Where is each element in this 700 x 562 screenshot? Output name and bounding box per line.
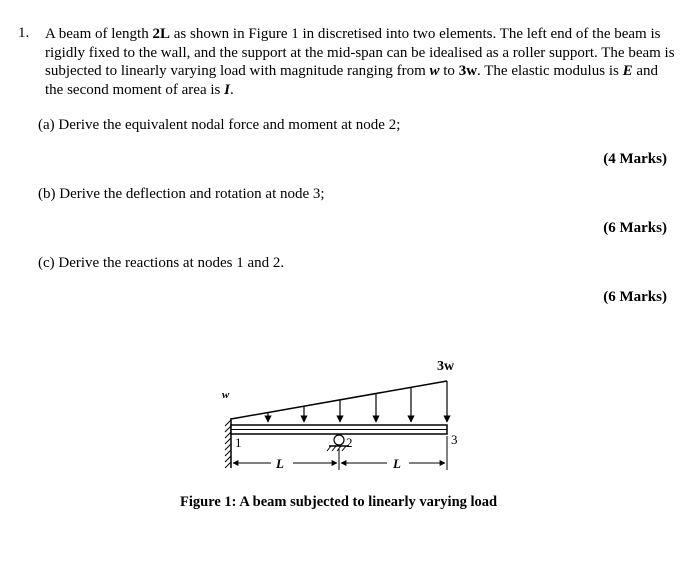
part-b-text: (b) Derive the deflection and rotation at node 3; — [38, 186, 325, 202]
distributed-load — [231, 381, 447, 422]
part-a-marks: (4 Marks) — [603, 151, 667, 167]
part-a-text: (a) Derive the equivalent nodal force and moment at node 2; — [38, 117, 401, 133]
load-right-label: 3w — [437, 359, 455, 374]
node2-label: 2 — [346, 435, 353, 450]
span-left-label: L — [276, 456, 284, 471]
figure-caption: Figure 1: A beam subjected to linearly varying load — [180, 494, 498, 510]
beam — [231, 425, 447, 434]
node3-label: 3 — [451, 432, 458, 447]
part-b-marks: (6 Marks) — [603, 220, 667, 236]
question-text: A beam of length 2L as shown in Figure 1 in discretised into two elements. The left end of the beam is rigidly fixed to the wall, and the support at the mid-span can be idealised as a roller support. The beam is subjected to linearly varying load with magnitude ranging from w to 3w. The elastic modulus is E and the second moment of area is I. — [45, 26, 675, 98]
span-right-label: L — [393, 456, 401, 471]
part-c-marks: (6 Marks) — [603, 289, 667, 305]
part-c-text: (c) Derive the reactions at nodes 1 and 2. — [38, 255, 285, 271]
load-left-label: w — [222, 389, 230, 401]
node1-label: 1 — [235, 435, 242, 450]
question-number: 1. — [18, 25, 30, 41]
fixed-wall-support — [225, 418, 231, 468]
